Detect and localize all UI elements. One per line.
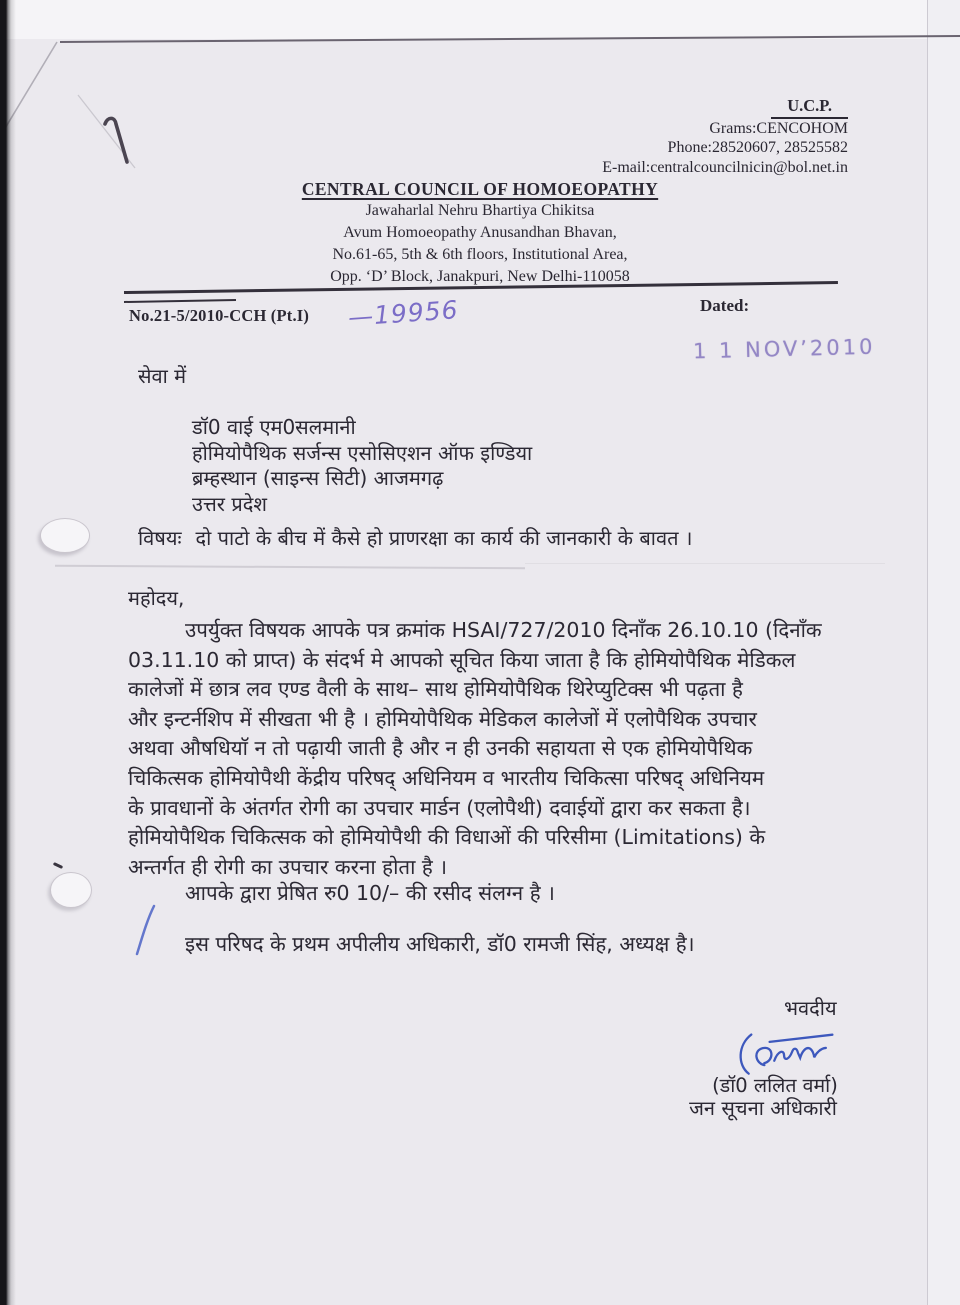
reference-number: No.21-5/2010-CCH (Pt.I): [129, 306, 310, 325]
recipient-address-block: [192, 415, 532, 517]
body-paragraph-1: [128, 616, 898, 882]
org-address-line: Jawaharlal Nehru Bhartiya Chikitsa: [365, 202, 595, 219]
pen-slash-mark: [130, 898, 162, 960]
body-line: उपर्युक्त विषयक आपके पत्र क्रमांक HSAI/727/2010 दिनाँक 26.10.10 (दिनाँक: [185, 618, 822, 642]
punch-hole: [40, 518, 90, 553]
paper-right-edge: [927, 0, 960, 1305]
recipient-line: ब्रम्हस्थान (साइन्स सिटी) आजमगढ़: [192, 466, 444, 490]
body-paragraph-2: आपके द्वारा प्रेषित रु0 10/– की रसीद संलग्न है ।: [185, 881, 555, 905]
letterhead-divider-rule-short: [124, 299, 236, 303]
body-line: अन्तर्गत ही रोगी का उपचार करना होता है ।: [128, 854, 448, 879]
body-line: के प्रावधानों के अंतर्गत रोगी का उपचार मार्डन (एलोपैथी) दवाईयों द्वारा कर सकता है।: [128, 795, 751, 820]
subject-line: [138, 524, 692, 551]
subject-label: विषयः: [138, 526, 182, 550]
org-address-line: No.61-65, 5th & 6th floors, Institutional Area,: [332, 246, 628, 263]
received-date-stamp: 1 1 NOV’2010: [692, 334, 876, 364]
fold-crease-middle-right: [525, 563, 885, 564]
body-line: चिकित्सक होमियोपैथी केंद्रीय परिषद् अधिनियम व भारतीय चिकित्सा परिषद् अधिनियम: [128, 765, 765, 790]
phone-line: Phone:28520607, 28525582: [667, 139, 848, 156]
body-line: और इन्टर्नशिप में सीखता भी है । होमियोपैथिक मेडिकल कालेजों में एलोपैथिक उपचार: [128, 706, 757, 731]
ink-speck: [53, 862, 63, 869]
staple-mark: [98, 114, 138, 170]
recipient-line: होमियोपैथिक सर्जन्स एसोसिएशन ऑफ इण्डिया: [192, 440, 533, 465]
recipient-line: डॉ0 वाई एम0सलमानी: [192, 415, 356, 439]
ucp-label: U.C.P.: [771, 96, 848, 119]
signatory-name: (डॉ0 ललित वर्मा): [712, 1074, 838, 1097]
salutation: सेवा में: [138, 364, 187, 388]
body-line: होमियोपैथिक चिकित्सक को होमियोपैथी की विधाओं की परिसीमा (Limitations) के: [128, 825, 766, 850]
scanner-edge-shadow: [0, 0, 16, 1305]
org-name: CENTRAL COUNCIL OF HOMOEOPATHY: [301, 179, 659, 199]
dated-label: Dated:: [700, 296, 750, 315]
closing-word: भवदीय: [784, 996, 837, 1020]
punch-hole: [50, 872, 92, 908]
body-line: 03.11.10 को प्राप्त) के संदर्भ मे आपको सूचित किया जाता है कि होमियोपैथिक मेडिकल: [128, 647, 796, 672]
body-line: अथवा औषधियाॅ न तो पढ़ायी जाती है और न ही उनकी सहायता से एक होमियोपैथिक: [128, 736, 753, 761]
signatory-designation: जन सूचना अधिकारी: [689, 1096, 837, 1120]
subject-text: दो पाटो के बीच में कैसे हो प्राणरक्षा का कार्य की जानकारी के बावत ।: [195, 526, 693, 550]
body-line: कालेजों में छात्र लव एण्ड वैली के साथ– साथ होमियोपैथिक थिरेप्युटिक्स भी पढ़ता है: [128, 677, 743, 702]
email-line: E-mail:centralcouncilnicin@bol.net.in: [602, 158, 848, 176]
grams-line: Grams:CENCOHOM: [709, 119, 848, 137]
handwritten-diary-number: —19956: [347, 295, 460, 332]
org-address-line: Opp. ‘D’ Block, Janakpuri, New Delhi-110058: [330, 268, 630, 285]
paper-top-edge-line: [55, 34, 960, 43]
recipient-line: उत्तर प्रदेश: [192, 491, 267, 516]
greeting: महोदय,: [128, 586, 185, 610]
fold-crease-middle: [55, 565, 525, 569]
body-paragraph-3: इस परिषद के प्रथम अपीलीय अधिकारी, डॉ0 रामजी सिंह, अध्यक्ष है।: [185, 932, 695, 956]
letterhead-org-block: [130, 179, 830, 288]
org-address-line: Avum Homoeopathy Anusandhan Bhavan,: [343, 224, 617, 241]
letterhead-contact-block: [602, 96, 848, 177]
